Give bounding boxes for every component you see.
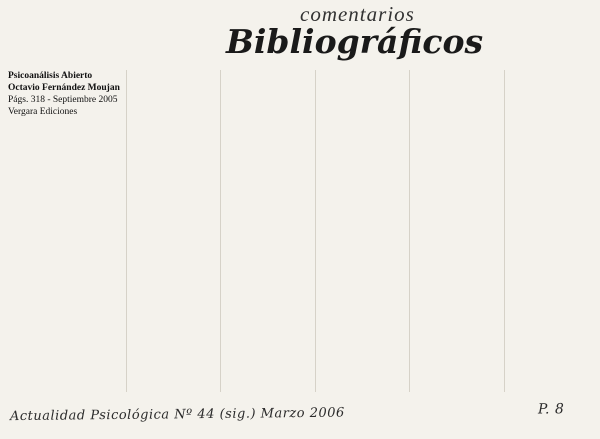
article-columns xyxy=(8,70,592,392)
citation-publisher: Vergara Ediciones xyxy=(8,107,78,117)
page-header xyxy=(0,0,600,62)
citation-author: Octavio Fernández Moujan xyxy=(8,83,120,93)
article-column-6 xyxy=(504,70,592,392)
citation-pages-date: Págs. 318 - Septiembre 2005 xyxy=(8,95,118,105)
article-column-4 xyxy=(315,70,403,392)
article-column-1 xyxy=(8,70,120,392)
handwritten-page-number: P. 8 xyxy=(537,401,565,418)
book-citation xyxy=(8,70,120,118)
section-kicker: comentarios xyxy=(300,2,415,26)
article-column-5 xyxy=(409,70,497,392)
section-title: Bibliográficos xyxy=(226,22,484,61)
handwritten-publication-note: Actualidad Psicológica Nº 44 (sig.) Marzo 2006 xyxy=(9,405,345,425)
citation-book-title: Psicoanálisis Abierto xyxy=(8,71,93,81)
handwritten-source-note xyxy=(10,401,600,437)
article-column-3 xyxy=(220,70,308,392)
article-column-2 xyxy=(126,70,214,392)
